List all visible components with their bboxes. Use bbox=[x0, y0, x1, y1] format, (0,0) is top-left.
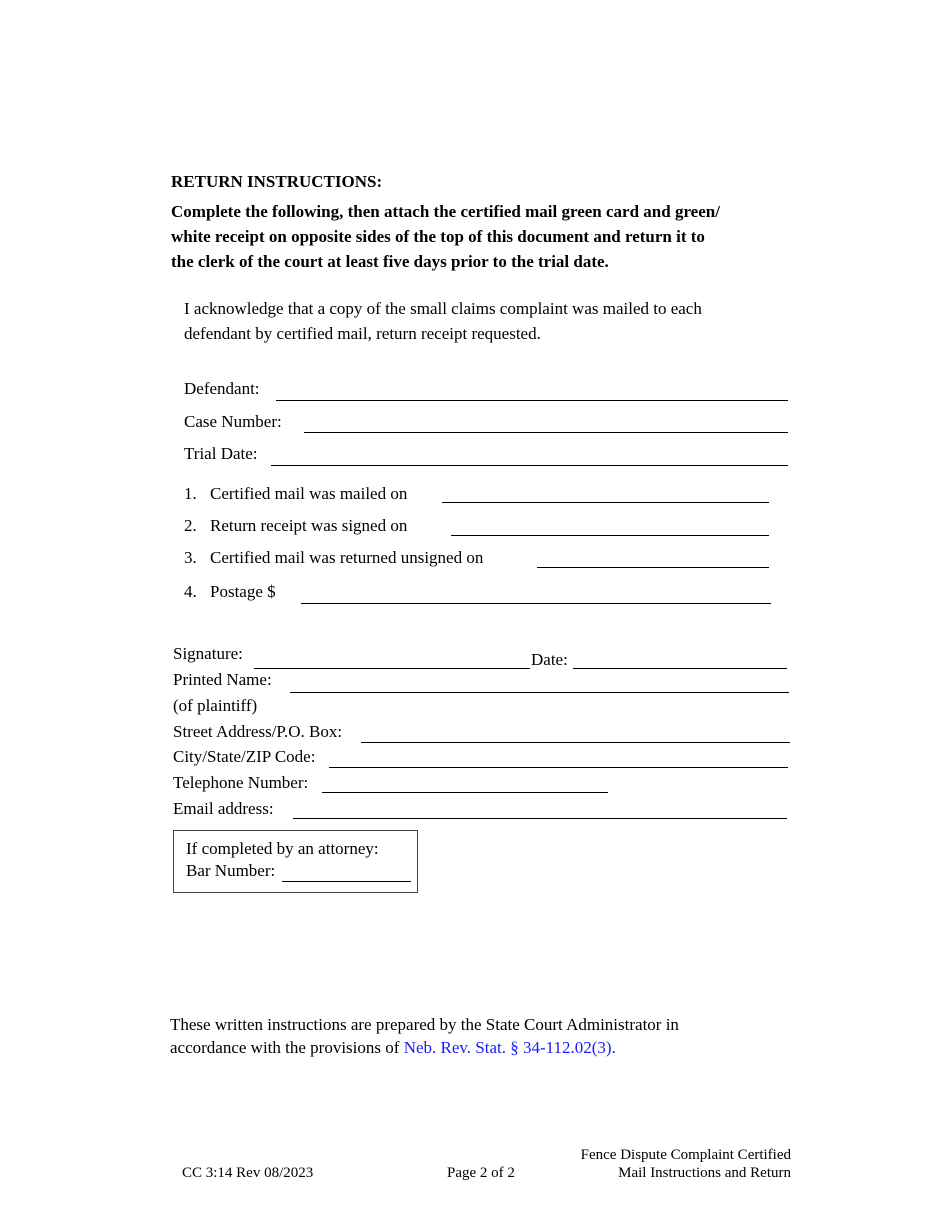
form-title-line-1: Fence Dispute Complaint Certified bbox=[580, 1147, 791, 1163]
of-plaintiff-label: (of plaintiff) bbox=[173, 696, 258, 715]
instructions-line-1: Complete the following, then attach the certified mail green card and green/ bbox=[171, 202, 720, 221]
postage-field[interactable] bbox=[301, 603, 771, 604]
signature-field[interactable] bbox=[254, 668, 530, 669]
printed-name-label: Printed Name: bbox=[173, 670, 272, 689]
bar-number-field[interactable] bbox=[282, 881, 411, 882]
item-number: 1. bbox=[184, 484, 197, 503]
mailed-on-field[interactable] bbox=[442, 502, 769, 503]
returned-unsigned-label: Certified mail was returned unsigned on bbox=[210, 548, 484, 567]
mailed-on-label: Certified mail was mailed on bbox=[210, 484, 408, 503]
bar-number-label: Bar Number: bbox=[186, 861, 276, 880]
receipt-signed-field[interactable] bbox=[451, 535, 769, 536]
date-field[interactable] bbox=[573, 668, 787, 669]
note-line-1: These written instructions are prepared by the State Court Administrator in bbox=[170, 1015, 679, 1034]
note-prefix: accordance with the provisions of bbox=[170, 1038, 404, 1057]
date-label: Date: bbox=[531, 650, 568, 669]
form-id: CC 3:14 Rev 08/2023 bbox=[182, 1165, 314, 1181]
telephone-label: Telephone Number: bbox=[173, 773, 309, 792]
email-label: Email address: bbox=[173, 799, 274, 818]
street-address-field[interactable] bbox=[361, 742, 790, 743]
instructions-line-3: the clerk of the court at least five days prior to the trial date. bbox=[171, 252, 609, 271]
receipt-signed-label: Return receipt was signed on bbox=[210, 516, 408, 535]
section-title: RETURN INSTRUCTIONS: bbox=[171, 172, 383, 191]
note-line-2 bbox=[170, 1038, 616, 1058]
email-field[interactable] bbox=[293, 818, 787, 819]
defendant-label: Defendant: bbox=[184, 379, 260, 398]
signature-label: Signature: bbox=[173, 644, 243, 663]
instructions-line-2: white receipt on opposite sides of the top of this document and return it to bbox=[171, 227, 705, 246]
printed-name-field[interactable] bbox=[290, 692, 789, 693]
statute-link[interactable]: Neb. Rev. Stat. § 34-112.02(3). bbox=[403, 1038, 616, 1057]
attorney-label: If completed by an attorney: bbox=[186, 839, 379, 858]
street-address-label: Street Address/P.O. Box: bbox=[173, 722, 343, 741]
postage-label: Postage $ bbox=[210, 582, 276, 601]
city-state-zip-field[interactable] bbox=[329, 767, 788, 768]
case-number-label: Case Number: bbox=[184, 412, 282, 431]
telephone-field[interactable] bbox=[322, 792, 608, 793]
trial-date-label: Trial Date: bbox=[184, 444, 258, 463]
page-number: Page 2 of 2 bbox=[447, 1165, 515, 1181]
item-number: 2. bbox=[184, 516, 197, 535]
case-number-field[interactable] bbox=[304, 432, 788, 433]
form-title-line-2: Mail Instructions and Return bbox=[618, 1165, 791, 1181]
acknowledgment-line-2: defendant by certified mail, return receipt requested. bbox=[184, 324, 541, 343]
item-number: 4. bbox=[184, 582, 197, 601]
city-state-zip-label: City/State/ZIP Code: bbox=[173, 747, 316, 766]
returned-unsigned-field[interactable] bbox=[537, 567, 769, 568]
trial-date-field[interactable] bbox=[271, 465, 788, 466]
item-number: 3. bbox=[184, 548, 197, 567]
defendant-field[interactable] bbox=[276, 400, 788, 401]
acknowledgment-line-1: I acknowledge that a copy of the small claims complaint was mailed to each bbox=[184, 299, 702, 318]
